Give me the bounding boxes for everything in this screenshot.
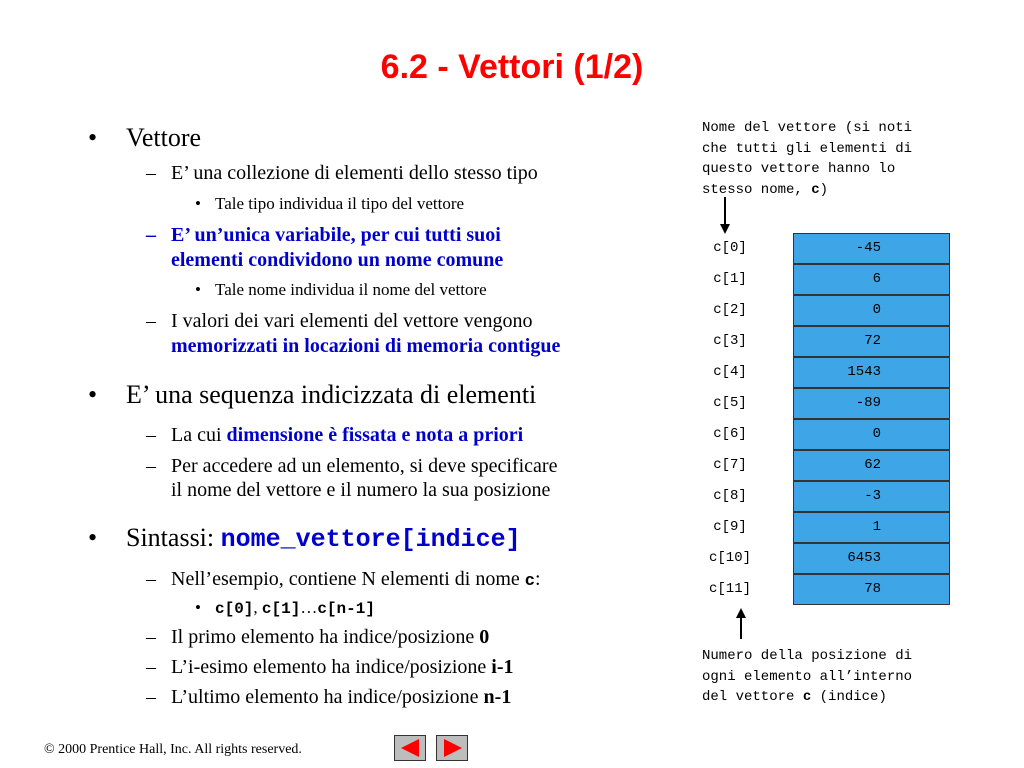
bullet-sequenza: E’ una sequenza indicizzata di elementi (126, 380, 537, 409)
array-cell-value: -3 (864, 488, 881, 504)
bullet-primo (171, 626, 489, 649)
bullet-esempio-code: c (524, 572, 535, 591)
bullet-marker: • (195, 280, 201, 299)
array-cell (793, 450, 950, 481)
next-slide-button[interactable] (436, 735, 468, 761)
arrow-right-icon (444, 739, 462, 757)
array-cell (793, 326, 950, 357)
array-cell (793, 512, 950, 543)
slide-title: 6.2 - Vettori (1/2) (380, 48, 644, 86)
bullet-primo-val: 0 (479, 626, 490, 648)
array-cell-value: 1 (872, 519, 881, 535)
bullet-iesimo-val: i-1 (491, 656, 514, 678)
array-index-label: c[1] (713, 271, 747, 287)
array-index-label: c[11] (708, 581, 751, 597)
bullet-dimensione-emph: dimensione è fissata e nota a priori (226, 424, 524, 446)
array-cell-value: -89 (855, 395, 881, 411)
bullet-esempio-pre: Nell’esempio, contiene N elementi di nome (171, 568, 525, 590)
bullet-ultimo-val: n-1 (483, 686, 512, 708)
array-index-label: c[6] (713, 426, 747, 442)
note-pre: stesso nome, (702, 181, 812, 198)
dash-marker: – (146, 568, 156, 590)
dash-marker: – (146, 626, 156, 648)
bullet-elements (215, 598, 375, 618)
bullet-primo-pre: Il primo elemento ha indice/posizione (171, 626, 480, 648)
bullet-sintassi (126, 523, 521, 554)
note-line: che tutti gli elementi di (702, 140, 913, 157)
array-cell (793, 543, 950, 574)
dash-marker: – (146, 162, 156, 184)
array-name-note (702, 118, 912, 200)
dash-marker: – (146, 310, 156, 332)
array-cell (793, 295, 950, 326)
bullet-dimensione-pre: La cui (171, 424, 227, 446)
array-index-label: c[2] (713, 302, 747, 318)
bullet-tipo: Tale tipo individua il tipo del vettore (215, 194, 465, 213)
code-c0: c[0] (215, 600, 254, 618)
bullet-nome: Tale nome individua il nome del vettore (215, 280, 487, 299)
bullet-marker: • (88, 123, 98, 152)
dash-marker: – (146, 224, 156, 246)
array-cell-value: 78 (864, 581, 881, 597)
note-code: c (802, 689, 812, 705)
bullet-iesimo (171, 656, 514, 679)
bullet-ultimo-pre: L’ultimo elemento ha indice/posizione (171, 686, 484, 708)
array-cell (793, 574, 950, 605)
arrow-up-shaft (740, 617, 742, 639)
note-post: ) (819, 181, 829, 198)
array-index-label: c[3] (713, 333, 747, 349)
dash-marker: – (146, 455, 156, 477)
bullet-collezione: E’ una collezione di elementi dello stesso tipo (171, 162, 538, 184)
array-index-label: c[5] (713, 395, 747, 411)
bullet-marker: • (88, 380, 98, 409)
dash-marker: – (146, 656, 156, 678)
array-cell-value: 6 (872, 271, 881, 287)
array-cell-value: 0 (872, 302, 881, 318)
prev-slide-button[interactable] (394, 735, 426, 761)
code-sep: , (253, 598, 262, 617)
bullet-marker: • (195, 194, 201, 213)
array-cell-value: 0 (872, 426, 881, 442)
bullet-esempio (171, 568, 541, 591)
array-cell (793, 357, 950, 388)
dash-marker: – (146, 686, 156, 708)
bullet-accedere-line2: il nome del vettore e il numero la sua posizione (171, 479, 551, 501)
array-cell (793, 481, 950, 512)
array-cell-value: 72 (864, 333, 881, 349)
note-line: ogni elemento all’interno (702, 668, 913, 685)
index-note (702, 646, 912, 708)
array-index-label: c[9] (713, 519, 747, 535)
note-pre: del vettore (702, 689, 803, 705)
note-line: Nome del vettore (si noti (702, 120, 913, 136)
bullet-accedere-line1: Per accedere ad un elemento, si deve specificare (171, 455, 558, 477)
note-line: Numero della posizione di (702, 648, 913, 664)
array-index-label: c[8] (713, 488, 747, 504)
array-cell (793, 388, 950, 419)
bullet-ultimo (171, 686, 511, 709)
array-index-label: c[0] (713, 240, 747, 256)
copyright: © 2000 Prentice Hall, Inc. All rights reserved. (44, 742, 302, 757)
bullet-marker: • (195, 598, 201, 617)
note-code: c (811, 181, 820, 198)
code-ellipsis: … (300, 598, 318, 617)
array-cell-value: 6453 (847, 550, 881, 566)
bullet-unica-line1: E’ un’unica variabile, per cui tutti suoi (171, 224, 501, 246)
bullet-unica-line2: elementi condividono un nome comune (171, 249, 504, 271)
array-cell (793, 264, 950, 295)
array-cell-value: -45 (855, 240, 881, 256)
array-cell-value: 62 (864, 457, 881, 473)
array-index-label: c[7] (713, 457, 747, 473)
arrow-down-shaft (724, 197, 726, 225)
code-cn1: c[n-1] (317, 600, 375, 618)
note-post: (indice) (811, 689, 887, 705)
array-cell (793, 419, 950, 450)
array-cell-value: 1543 (847, 364, 881, 380)
note-line (702, 687, 912, 708)
bullet-iesimo-pre: L’i-esimo elemento ha indice/posizione (171, 656, 492, 678)
bullet-esempio-post: : (534, 568, 541, 590)
arrow-left-icon (401, 739, 419, 757)
syntax-code: nome_vettore[indice] (220, 525, 521, 554)
array-index-label: c[4] (713, 364, 747, 380)
note-line (702, 180, 912, 201)
array-cell (793, 233, 950, 264)
bullet-valori-line1: I valori dei vari elementi del vettore vengono (171, 310, 533, 332)
dash-marker: – (146, 424, 156, 446)
bullet-marker: • (88, 523, 98, 552)
bullet-dimensione (171, 424, 523, 447)
code-c1: c[1] (261, 600, 301, 618)
array-index-label: c[10] (708, 550, 751, 566)
bullet-vettore: Vettore (126, 123, 202, 152)
note-line: questo vettore hanno lo (702, 161, 896, 177)
bullet-sintassi-pre: Sintassi: (126, 523, 221, 552)
bullet-valori-line2: memorizzati in locazioni di memoria contigue (171, 335, 561, 357)
